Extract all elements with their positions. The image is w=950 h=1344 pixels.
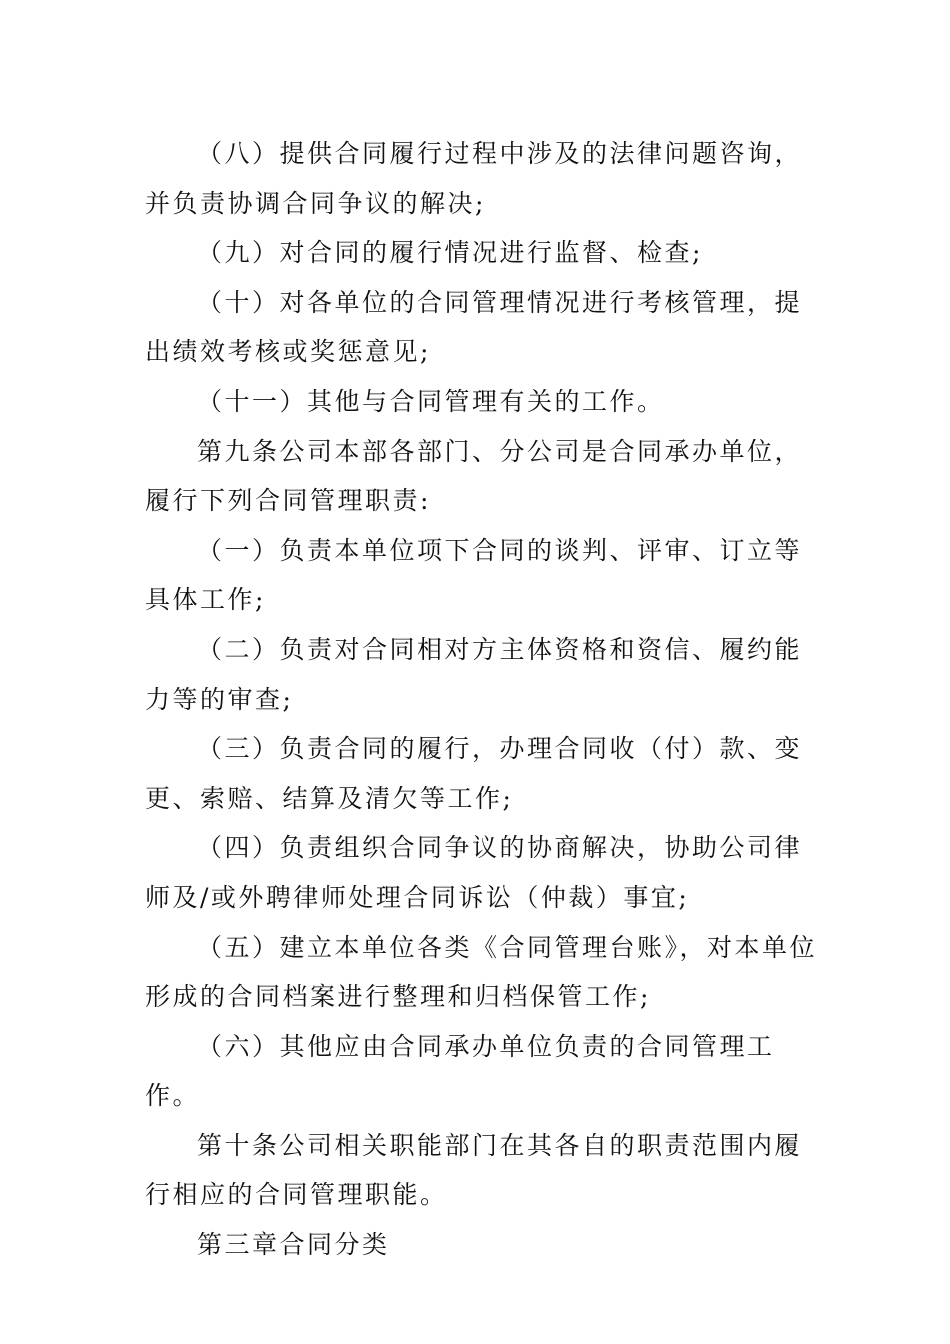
paragraph-item-8: （八）提供合同履行过程中涉及的法律问题咨询，并负责协调合同争议的解决; — [145, 139, 803, 218]
paragraph-item-10: （十）对各单位的合同管理情况进行考核管理，提出绩效考核或奖惩意见; — [145, 287, 803, 367]
chapter-3-heading: 第三章合同分类 — [197, 1230, 390, 1260]
paragraph-item-6: （六）其他应由合同承办单位负责的合同管理工作。 — [145, 1031, 775, 1111]
paragraph-item-3: （三）负责合同的履行，办理合同收（付）款、变更、索赔、结算及清欠等工作; — [145, 734, 803, 813]
paragraph-item-4: （四）负责组织合同争议的协商解决，协助公司律师及/或外聘律师处理合同诉讼（仲裁）事宜; — [145, 833, 803, 912]
paragraph-item-1: （一）负责本单位项下合同的谈判、评审、订立等具体工作; — [145, 535, 803, 615]
document-body — [145, 129, 825, 1270]
paragraph-item-5: （五）建立本单位各类《合同管理台账》，对本单位形成的合同档案进行整理和归档保管工作; — [145, 932, 818, 1012]
paragraph-item-9: （九）对合同的履行情况进行监督、检查; — [197, 238, 703, 268]
article-9-paragraph: 第九条公司本部各部门、分公司是合同承办单位，履行下列合同管理职责: — [145, 436, 803, 516]
article-10-paragraph: 第十条公司相关职能部门在其各自的职责范围内履行相应的合同管理职能。 — [145, 1130, 803, 1210]
paragraph-item-11: （十一）其他与合同管理有关的工作。 — [197, 386, 665, 416]
paragraph-item-2: （二）负责对合同相对方主体资格和资信、履约能力等的审查; — [145, 634, 803, 714]
